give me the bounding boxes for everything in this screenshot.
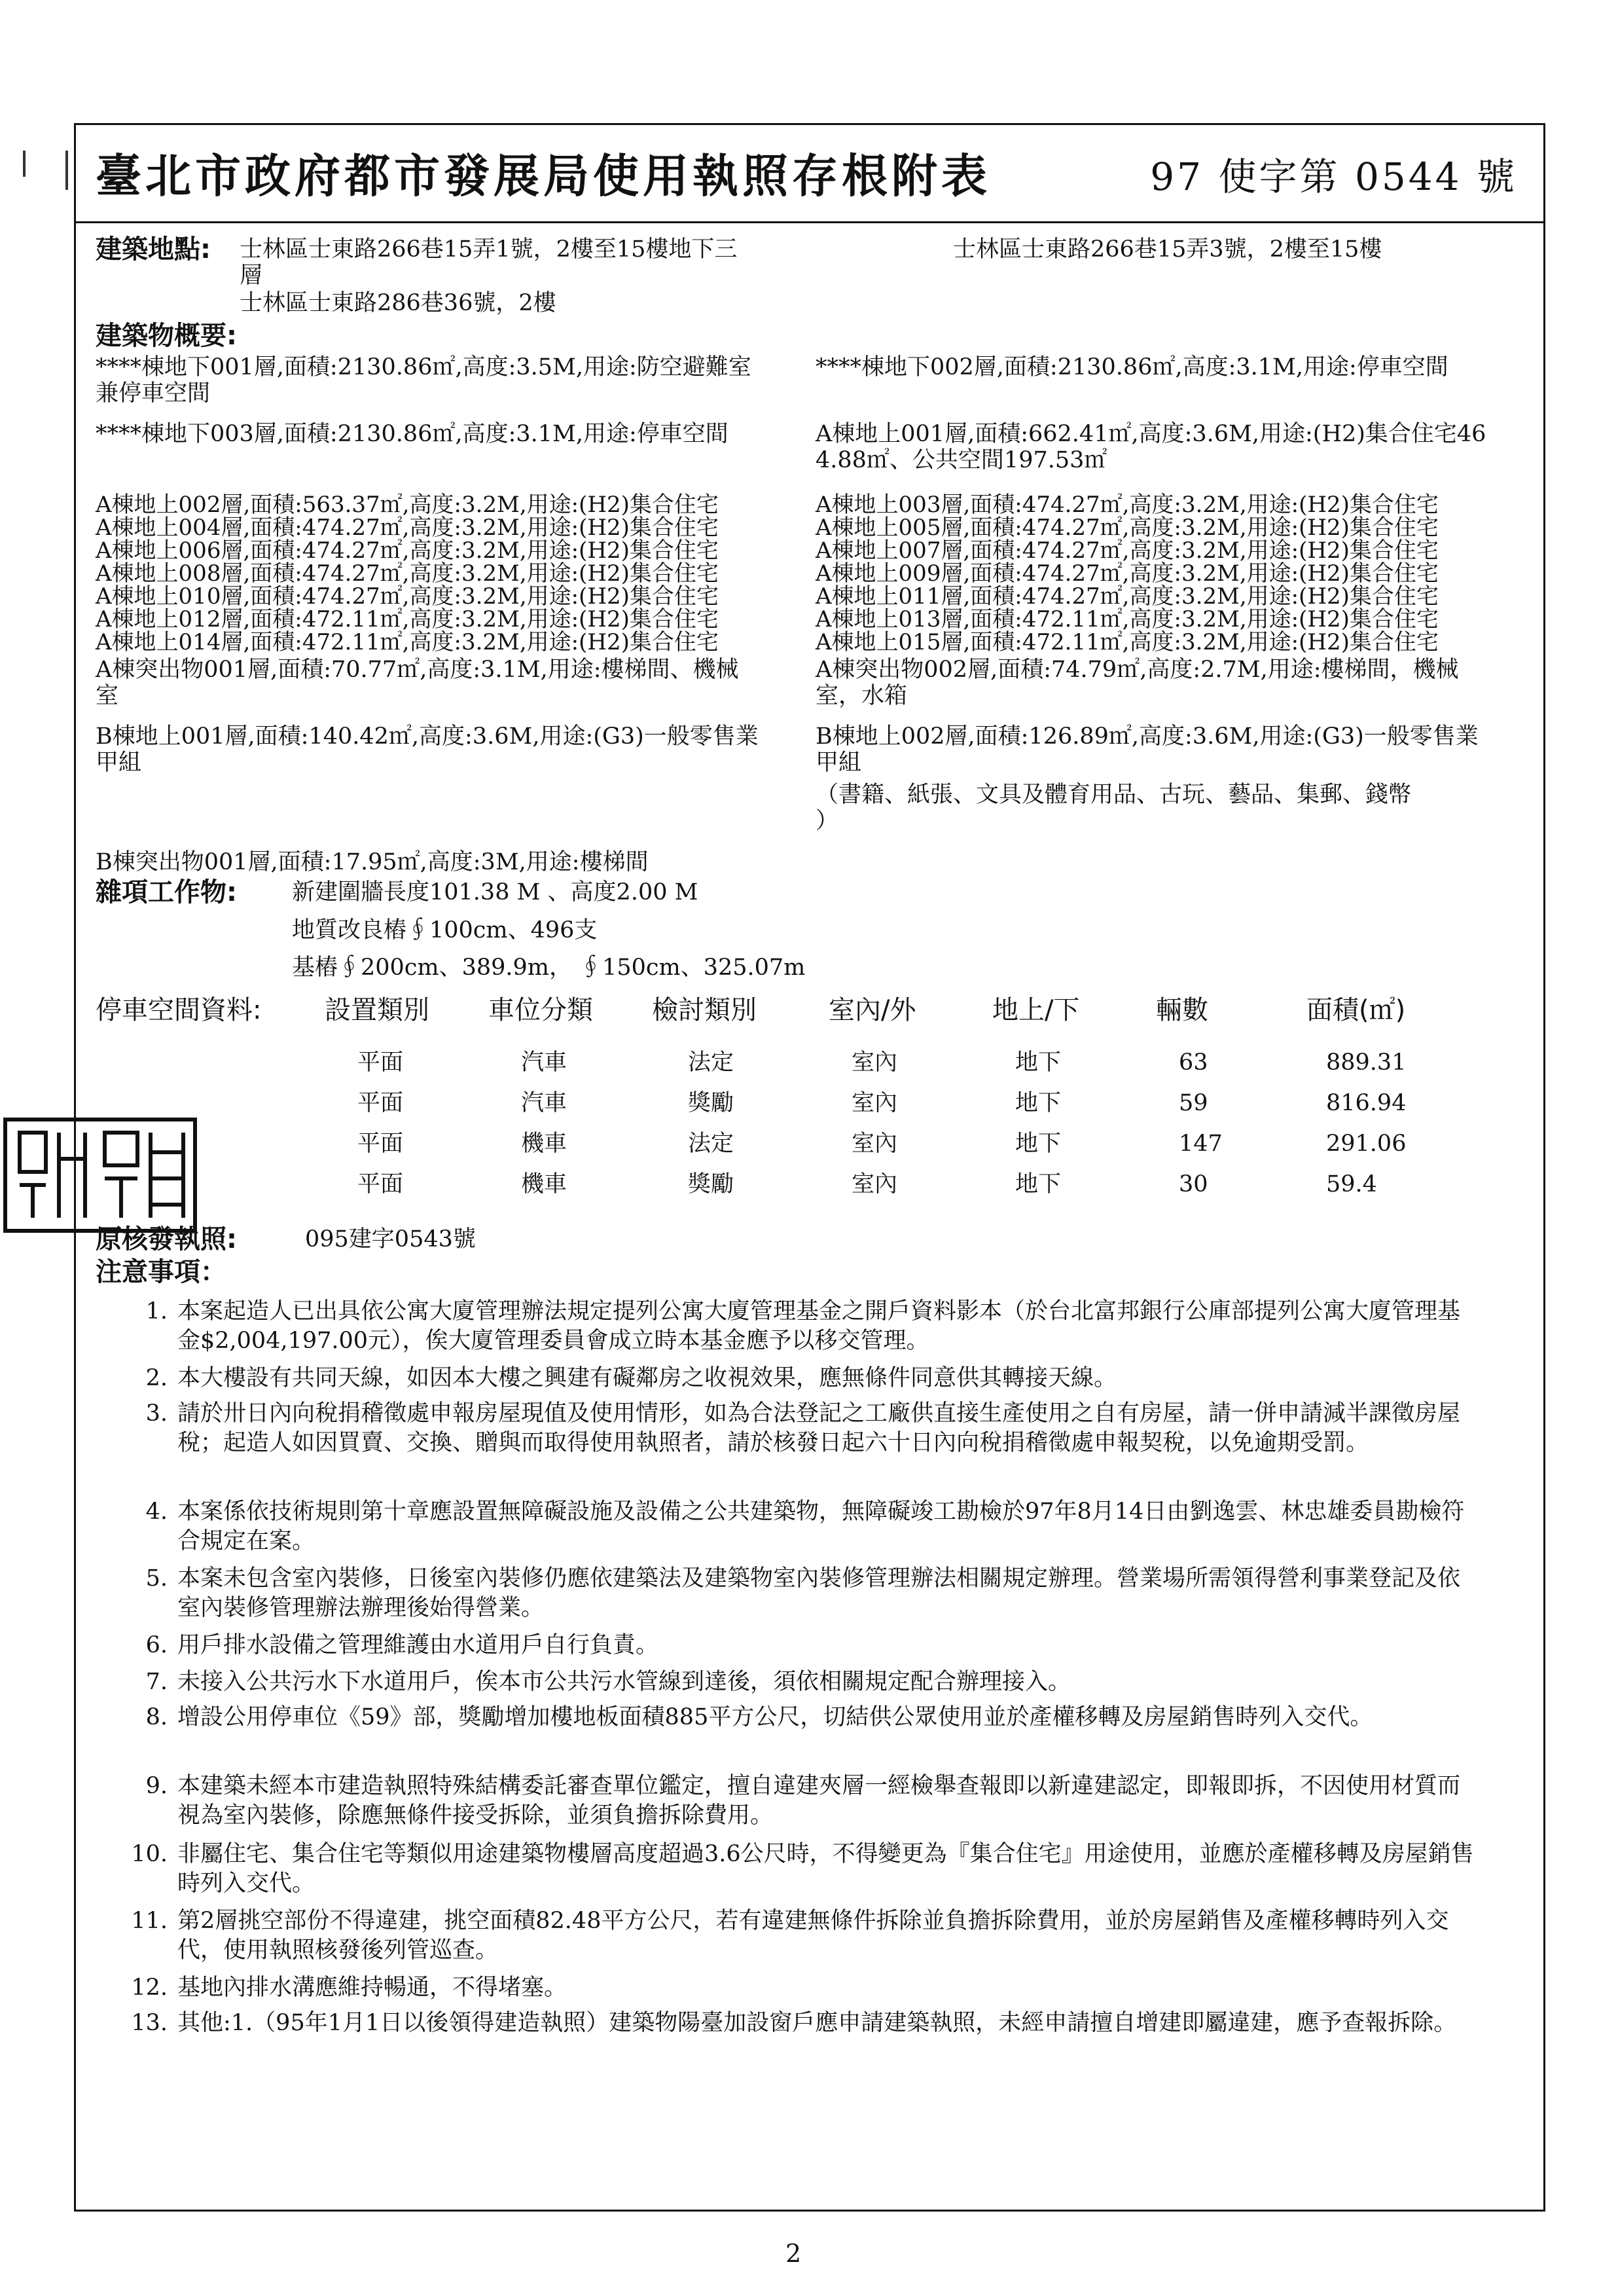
title-row <box>76 125 1543 223</box>
parking-cell: 889.31 <box>1326 1049 1407 1076</box>
address-line1: 士林區士東路266巷15弄1號，2樓至15樓地下三 <box>240 236 738 263</box>
parking-cell: 室內 <box>852 1131 898 1157</box>
parking-cell: 59 <box>1179 1090 1208 1116</box>
parking-cell: 平面 <box>357 1131 404 1157</box>
b1-floor-left: ****棟地下001層,面積:2130.86㎡,高度:3.5M,用途:防空避難室 <box>96 354 751 380</box>
b1f-left-wrap: 甲組 <box>96 750 142 776</box>
floor-row-right: A棟地上013層,面積:472.11㎡,高度:3.2M,用途:(H2)集合住宅 <box>816 606 1439 632</box>
scan-edge-mark <box>23 151 26 177</box>
a1-floor-right-wrap: 4.88㎡、公共空間197.53㎡ <box>816 447 1107 473</box>
floor-row-right: A棟地上003層,面積:474.27㎡,高度:3.2M,用途:(H2)集合住宅 <box>816 492 1439 518</box>
parking-cell: 地下 <box>1015 1049 1062 1076</box>
original-permit-label: 原核發執照: <box>96 1224 237 1254</box>
summary-label: 建築物概要: <box>96 321 237 351</box>
b2-floor-right: ****棟地下002層,面積:2130.86㎡,高度:3.1M,用途:停車空間 <box>816 354 1448 380</box>
note-item: 5. 本案未包含室內裝修，日後室內裝修仍應依建築法及建築物室內裝修管理辦法相關規定辦理。營業場所需領得營利事業登記及依室內裝修管理辦法辦理後始得營業。 <box>145 1565 1461 1621</box>
document-frame <box>74 123 1545 2212</box>
b-roof: B棟突出物001層,面積:17.95㎡,高度:3M,用途:樓梯間 <box>96 849 649 875</box>
floor-row-left: A棟地上006層,面積:474.27㎡,高度:3.2M,用途:(H2)集合住宅 <box>96 538 719 564</box>
address-line2: 士林區士東路286巷36號，2樓 <box>240 290 556 316</box>
note-item: 2. 本大樓設有共同天線，如因本大樓之興建有礙鄰房之收視效果，應無條件同意供其轉接天線。 <box>145 1365 1117 1391</box>
b2f-right: B棟地上002層,面積:126.89㎡,高度:3.6M,用途:(G3)一般零售業 <box>816 723 1479 750</box>
a-roof-right-wrap: 室，水箱 <box>816 683 908 709</box>
parking-cell: 平面 <box>357 1090 404 1116</box>
parking-header: 面積(㎡) <box>1306 995 1406 1025</box>
note-item: 6. 用戶排水設備之管理維護由水道用戶自行負責。 <box>145 1632 659 1658</box>
parking-cell: 平面 <box>357 1049 404 1076</box>
b2f-right-wrap: 甲組 <box>816 750 862 776</box>
original-permit-value: 095建字0543號 <box>305 1226 476 1252</box>
parking-cell: 63 <box>1179 1049 1208 1076</box>
misc-line2: 地質改良樁∮100cm、496支 <box>292 917 598 943</box>
page-number: 2 <box>785 2239 802 2268</box>
parking-cell: 汽車 <box>521 1049 567 1076</box>
parking-cell: 室內 <box>852 1171 898 1197</box>
parking-cell: 室內 <box>852 1090 898 1116</box>
b3-floor-left: ****棟地下003層,面積:2130.86㎡,高度:3.1M,用途:停車空間 <box>96 421 728 447</box>
notes-label: 注意事項： <box>96 1257 226 1287</box>
floor-row-right: A棟地上005層,面積:474.27㎡,高度:3.2M,用途:(H2)集合住宅 <box>816 515 1439 541</box>
parking-header: 設置類別 <box>325 995 429 1025</box>
floor-row-right: A棟地上007層,面積:474.27㎡,高度:3.2M,用途:(H2)集合住宅 <box>816 538 1439 564</box>
b2f-right-wrap: （書籍、紙張、文具及體育用品、古玩、藝品、集郵、錢幣 <box>816 782 1412 808</box>
a1-floor-right: A棟地上001層,面積:662.41㎡,高度:3.6M,用途:(H2)集合住宅46 <box>816 421 1486 447</box>
note-item: 12. 基地內排水溝應維持暢通，不得堵塞。 <box>131 1975 567 2001</box>
floor-row-left: A棟地上004層,面積:474.27㎡,高度:3.2M,用途:(H2)集合住宅 <box>96 515 719 541</box>
address-label: 建築地點: <box>96 234 211 264</box>
a-roof-left: A棟突出物001層,面積:70.77㎡,高度:3.1M,用途:樓梯間、機械 <box>96 657 739 683</box>
official-seal-stamp <box>0 1106 203 1244</box>
floor-row-right: A棟地上011層,面積:474.27㎡,高度:3.2M,用途:(H2)集合住宅 <box>816 583 1439 610</box>
parking-cell: 法定 <box>688 1049 734 1076</box>
parking-cell: 291.06 <box>1326 1131 1407 1157</box>
parking-header: 地上/下 <box>992 995 1080 1025</box>
note-item: 13. 其他:1.（95年1月1日以後領得建造執照）建築物陽臺加設窗戶應申請建築執照，未經申請擅自增建即屬違建，應予查報拆除。 <box>131 2010 1457 2036</box>
address-line1-wrap: 層 <box>240 263 263 289</box>
document-title: 臺北市政府都市發展局使用執照存根附表 <box>96 149 991 203</box>
a-roof-right: A棟突出物002層,面積:74.79㎡,高度:2.7M,用途:樓梯間，機械 <box>816 657 1459 683</box>
parking-cell: 機車 <box>521 1131 567 1157</box>
parking-cell: 地下 <box>1015 1171 1062 1197</box>
floor-row-left: A棟地上012層,面積:472.11㎡,高度:3.2M,用途:(H2)集合住宅 <box>96 606 719 632</box>
note-item: 9. 本建築未經本市建造執照特殊結構委託審查單位鑑定，擅自違建夾層一經檢舉查報即以新違建認定，即報即拆，不因使用材質而視為室內裝修，除應無條件接受拆除，並須負擔拆除費用。 <box>145 1773 1461 1829</box>
parking-cell: 地下 <box>1015 1131 1062 1157</box>
b2f-right-wrap: ） <box>816 808 839 834</box>
parking-cell: 獎勵 <box>688 1171 734 1197</box>
floor-row-right: A棟地上009層,面積:474.27㎡,高度:3.2M,用途:(H2)集合住宅 <box>816 560 1439 587</box>
parking-cell: 59.4 <box>1326 1171 1377 1197</box>
parking-header: 室內/外 <box>829 995 916 1025</box>
scan-edge-mark <box>65 151 68 190</box>
note-item: 7. 未接入公共污水下水道用戶，俟本市公共污水管線到達後，須依相關規定配合辦理接入。 <box>145 1669 1071 1695</box>
parking-header: 輛數 <box>1156 995 1208 1025</box>
parking-cell: 法定 <box>688 1131 734 1157</box>
permit-number: 97 使字第 0544 號 <box>1150 155 1517 199</box>
note-item: 8. 增設公用停車位《59》部，獎勵增加樓地板面積885平方公尺，切結供公眾使用並於產權移轉及房屋銷售時列入交代。 <box>145 1704 1373 1730</box>
floor-row-left: A棟地上014層,面積:472.11㎡,高度:3.2M,用途:(H2)集合住宅 <box>96 629 719 655</box>
parking-label: 停車空間資料: <box>96 995 262 1025</box>
floor-row-left: A棟地上010層,面積:474.27㎡,高度:3.2M,用途:(H2)集合住宅 <box>96 583 719 610</box>
parking-cell: 機車 <box>521 1171 567 1197</box>
b1-floor-left-wrap: 兼停車空間 <box>96 380 211 407</box>
floor-row-left: A棟地上002層,面積:563.37㎡,高度:3.2M,用途:(H2)集合住宅 <box>96 492 719 518</box>
floor-row-right: A棟地上015層,面積:472.11㎡,高度:3.2M,用途:(H2)集合住宅 <box>816 629 1439 655</box>
note-item: 4. 本案係依技術規則第十章應設置無障礙設施及設備之公共建築物，無障礙竣工勘檢於97年8月14日由劉逸雲、林忠雄委員勘檢符合規定在案。 <box>145 1499 1465 1554</box>
note-item: 3. 請於卅日內向稅捐稽徵處申報房屋現值及使用情形，如為合法登記之工廠供直接生產使用之自有房屋，請一併申請減半課徵房屋稅；起造人如因買賣、交換、贈與而取得使用執照者，請於核發日起六十日內向稅捐稽徵處申報契稅，以免逾期受罰。 <box>145 1400 1461 1456</box>
parking-header: 車位分類 <box>488 995 593 1025</box>
note-item: 1. 本案起造人已出具依公寓大廈管理辦法規定提列公寓大廈管理基金之開戶資料影本（於台北富邦銀行公庫部提列公寓大廈管理基金$2,004,197.00元），俟大廈管理委員會成立時本基金應予以移交管理。 <box>145 1298 1461 1354</box>
b1f-left: B棟地上001層,面積:140.42㎡,高度:3.6M,用途:(G3)一般零售業 <box>96 723 759 750</box>
floor-row-left: A棟地上008層,面積:474.27㎡,高度:3.2M,用途:(H2)集合住宅 <box>96 560 719 587</box>
note-item: 11. 第2層挑空部份不得違建，挑空面積82.48平方公尺，若有違建無條件拆除並負擔拆除費用，並於房屋銷售及產權移轉時列入交代，使用執照核發後列管巡查。 <box>131 1908 1449 1963</box>
misc-line3: 基樁∮200cm、389.9m， ∮150cm、325.07m <box>292 955 806 981</box>
parking-cell: 30 <box>1179 1171 1208 1197</box>
parking-cell: 147 <box>1179 1131 1223 1157</box>
parking-cell: 平面 <box>357 1171 404 1197</box>
parking-header: 檢討類別 <box>652 995 757 1025</box>
parking-cell: 地下 <box>1015 1090 1062 1116</box>
note-item: 10. 非屬住宅、集合住宅等類似用途建築物樓層高度超過3.6公尺時，不得變更為『集合住宅』用途使用，並應於產權移轉及房屋銷售時列入交代。 <box>131 1841 1474 1897</box>
parking-cell: 汽車 <box>521 1090 567 1116</box>
misc-line1: 新建圍牆長度101.38 M 、高度2.00 M <box>292 879 698 905</box>
parking-cell: 獎勵 <box>688 1090 734 1116</box>
a-roof-left-wrap: 室 <box>96 683 119 709</box>
parking-cell: 室內 <box>852 1049 898 1076</box>
parking-cell: 816.94 <box>1326 1090 1407 1116</box>
misc-label: 雜項工作物: <box>96 877 237 907</box>
address-line1-right: 士林區士東路266巷15弄3號，2樓至15樓 <box>953 236 1382 263</box>
